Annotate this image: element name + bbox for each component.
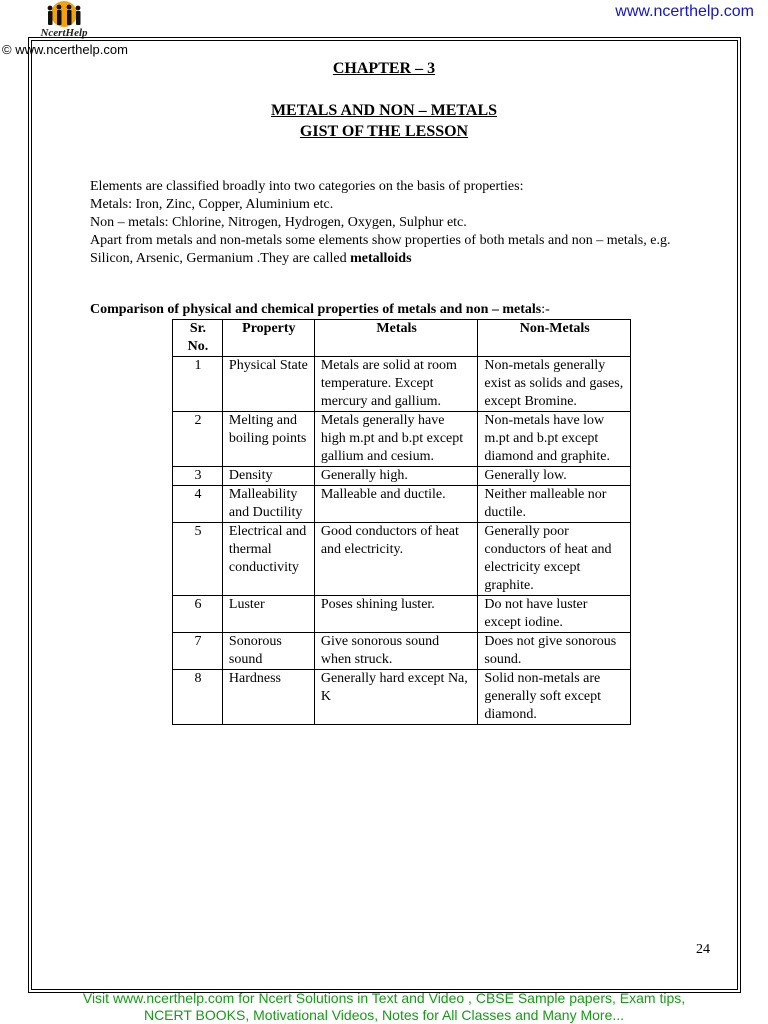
table-row: [173, 670, 631, 725]
nonmetals-cell: Does not give sonorous sound.: [478, 633, 631, 670]
intro-paragraph: [90, 178, 710, 268]
intro-line: Metals: Iron, Zinc, Copper, Aluminium etc.: [90, 197, 334, 212]
metals-cell: Poses shining luster.: [314, 596, 478, 633]
metals-cell: Generally hard except Na, K: [314, 670, 478, 725]
ncerthelp-logo: [28, 0, 100, 40]
column-header: Sr. No.: [173, 320, 223, 357]
table-header-row: [173, 320, 631, 357]
metalloids-term: metalloids: [350, 251, 412, 266]
table-row: [173, 357, 631, 412]
nonmetals-cell: Generally poor conductors of heat and electricity except graphite.: [478, 523, 631, 596]
nonmetals-cell: Do not have luster except iodine.: [478, 596, 631, 633]
table-row: [173, 412, 631, 467]
sr-cell: 1: [173, 357, 223, 412]
logo-text: NcertHelp: [40, 27, 88, 39]
intro-line: Elements are classified broadly into two categories on the basis of properties:: [90, 179, 524, 194]
nonmetals-cell: Neither malleable nor ductile.: [478, 486, 631, 523]
sr-cell: 5: [173, 523, 223, 596]
sr-cell: 6: [173, 596, 223, 633]
metals-cell: Give sonorous sound when struck.: [314, 633, 478, 670]
table-row: [173, 486, 631, 523]
property-cell: Sonorous sound: [222, 633, 314, 670]
page-number: 24: [696, 942, 710, 957]
footer-line: NCERT BOOKS, Motivational Videos, Notes for All Classes and Many More...: [143, 1007, 625, 1023]
site-link[interactable]: www.ncerthelp.com: [615, 3, 754, 20]
nonmetals-cell: Non-metals have low m.pt and b.pt except diamond and graphite.: [478, 412, 631, 467]
sr-cell: 8: [173, 670, 223, 725]
table-row: [173, 633, 631, 670]
intro-line: Non – metals: Chlorine, Nitrogen, Hydrogen, Oxygen, Sulphur etc.: [90, 215, 467, 230]
sr-cell: 2: [173, 412, 223, 467]
properties-table: [172, 319, 631, 725]
comparison-title-text: Comparison of physical and chemical properties of metals and non – metals: [90, 302, 542, 317]
footer-promo: [0, 990, 768, 1024]
metals-cell: Good conductors of heat and electricity.: [314, 523, 478, 596]
property-cell: Physical State: [222, 357, 314, 412]
copyright-text: © www.ncerthelp.com: [2, 42, 128, 57]
nonmetals-cell: Generally low.: [478, 467, 631, 486]
comparison-title: [90, 302, 550, 318]
property-cell: Melting and boiling points: [222, 412, 314, 467]
metals-cell: Generally high.: [314, 467, 478, 486]
intro-line: [90, 232, 710, 268]
table-row: [173, 467, 631, 486]
page-title: METALS AND NON – METALS: [270, 102, 498, 119]
property-cell: Hardness: [222, 670, 314, 725]
column-header: Non-Metals: [478, 320, 631, 357]
property-cell: Density: [222, 467, 314, 486]
property-cell: Malleability and Ductility: [222, 486, 314, 523]
sr-cell: 4: [173, 486, 223, 523]
nonmetals-cell: Non-metals generally exist as solids and gases, except Bromine.: [478, 357, 631, 412]
intro-text: Apart from metals and non-metals some elements show properties of both metals and non – metals, e.g. Silicon, Arsenic, Germanium .They are called: [90, 233, 671, 266]
table-row: [173, 523, 631, 596]
column-header: Property: [222, 320, 314, 357]
page-subtitle: GIST OF THE LESSON: [299, 123, 469, 140]
metals-cell: Metals generally have high m.pt and b.pt except gallium and cesium.: [314, 412, 478, 467]
chapter-heading: CHAPTER – 3: [332, 60, 436, 77]
sr-cell: 3: [173, 467, 223, 486]
footer-line: Visit www.ncerthelp.com for Ncert Solutions in Text and Video , CBSE Sample papers, Exam tips,: [82, 990, 686, 1006]
metals-cell: Metals are solid at room temperature. Except mercury and gallium.: [314, 357, 478, 412]
metals-cell: Malleable and ductile.: [314, 486, 478, 523]
property-cell: Luster: [222, 596, 314, 633]
property-cell: Electrical and thermal conductivity: [222, 523, 314, 596]
table-row: [173, 596, 631, 633]
column-header: Metals: [314, 320, 478, 357]
nonmetals-cell: Solid non-metals are generally soft except diamond.: [478, 670, 631, 725]
comparison-title-suffix: :-: [541, 302, 550, 317]
sr-cell: 7: [173, 633, 223, 670]
